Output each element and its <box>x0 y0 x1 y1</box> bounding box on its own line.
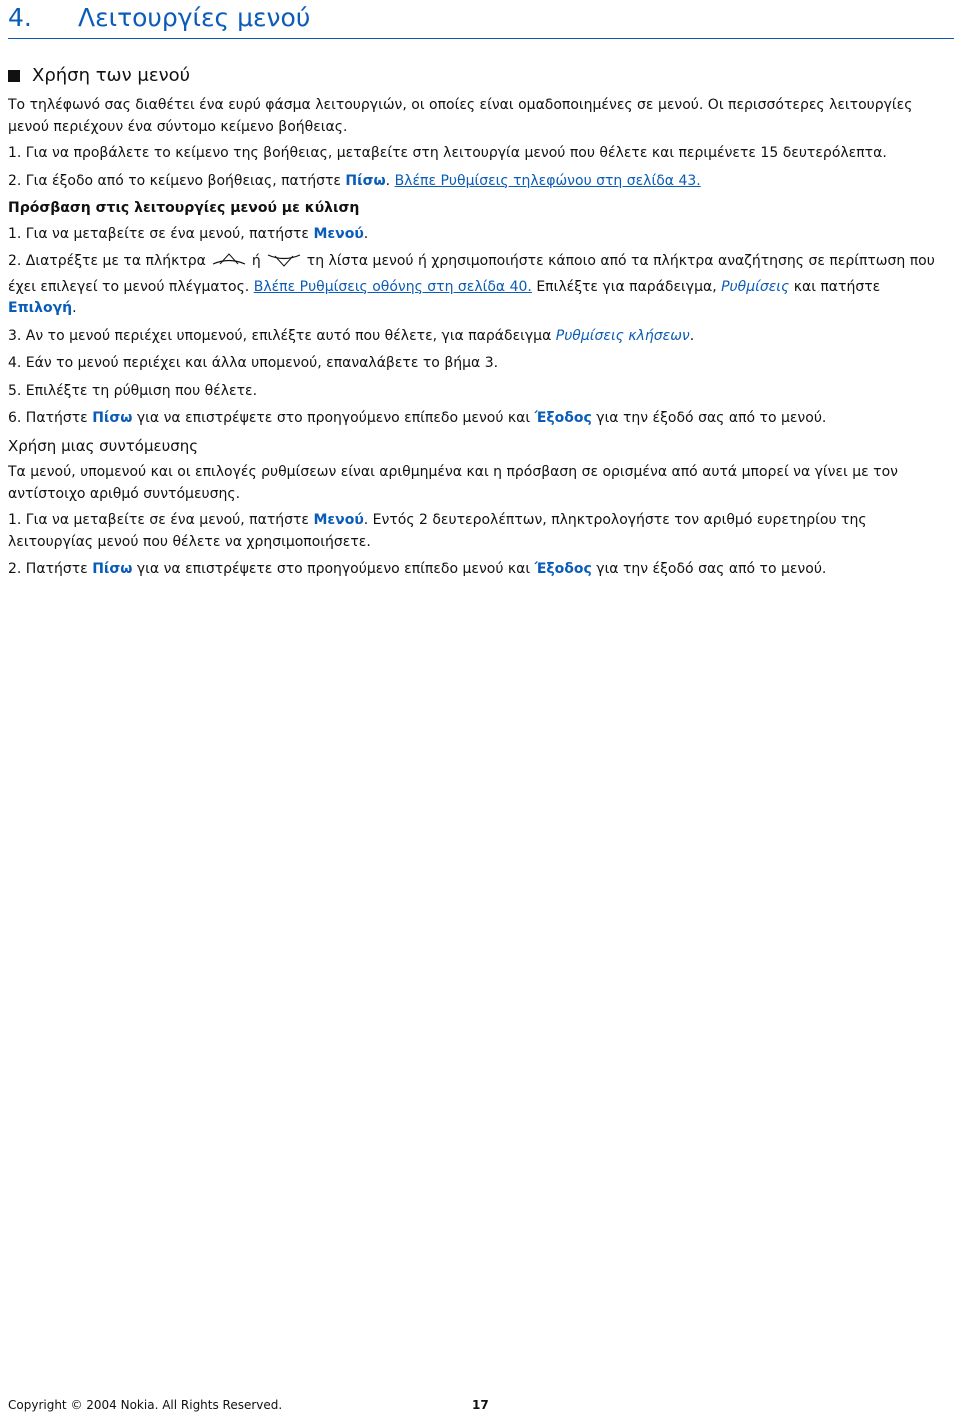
scroll-step-2-or: ή <box>251 253 261 269</box>
scroll-step-4: 4. Εάν το μενού περιέχει και άλλα υπομενού, επαναλάβετε το βήμα 3. <box>8 355 499 371</box>
select-keyword: Επιλογή <box>8 300 73 316</box>
scroll-step-2-end: . <box>72 300 77 316</box>
help-step-2-text: 2. Για έξοδο από το κείμενο βοήθειας, πατήστε <box>8 172 346 189</box>
scroll-step-5: 5. Επιλέξτε τη ρύθμιση που θέλετε. <box>8 382 258 399</box>
menu-keyword: Μενού <box>313 512 364 528</box>
exit-keyword: Έξοδος <box>534 410 592 426</box>
shortcut-step-1-end: . Εντός 2 δευτερολέπτων, πληκτρολογήστε τον αριθμό ευρετηρίου της λειτουργίας μενού που θέλετε να χρησιμοποιήσετε. <box>8 512 867 550</box>
shortcut-step-1-text: 1. Για να μεταβείτε σε ένα μενού, πατήστε <box>8 512 314 528</box>
call-settings-term: Ρυθμίσεις κλήσεων <box>555 327 690 344</box>
intro-paragraph: Το τηλέφωνό σας διαθέτει ένα ευρύ φάσμα λειτουργιών, οι οποίες είναι ομαδοποιημένες σε μενού. Οι περισσότερες λειτουργίες μενού περιέχουν ένα σύντομο κείμενο βοήθειας. <box>8 97 913 135</box>
section-title <box>8 64 952 88</box>
scroll-step-6-text: 6. Πατήστε <box>8 410 93 426</box>
back-keyword: Πίσω <box>92 561 133 577</box>
scroll-up-key-icon <box>210 251 248 277</box>
help-step-1: 1. Για να προβάλετε το κείμενο της βοήθειας, μεταβείτε στη λειτουργία μενού που θέλετε και περιμένετε 15 δευτερόλεπτα. <box>8 145 887 161</box>
section-bullet-icon <box>8 70 20 82</box>
scroll-step-6 <box>8 408 952 430</box>
scroll-step-3-text: 3. Αν το μενού περιέχει υπομενού, επιλέξτε αυτό που θέλετε, για παράδειγμα <box>8 327 556 344</box>
shortcut-intro: Τα μενού, υπομενού και οι επιλογές ρυθμίσεων είναι αριθμημένα και η πρόσβαση σε ορισμένα από αυτά μπορεί να γίνει με τον αντίστοιχο αριθμό συντόμευσης. <box>8 464 898 502</box>
scroll-step-2-text-c: τη λίστα μενού ή χρησιμοποιήστε κάποιο από τα πλήκτρα αναζήτησης σε περίπτωση που έχει επιλεγεί το μενού πλέγματος. <box>8 253 935 295</box>
page-footer <box>8 1398 489 1412</box>
scroll-step-2-text-d: Επιλέξτε για παράδειγμα, <box>531 278 722 295</box>
back-keyword: Πίσω <box>92 410 133 426</box>
scroll-down-key-icon <box>265 251 303 277</box>
help-step-2-sep: . <box>385 172 395 189</box>
section-title-text: Χρήση των μενού <box>32 65 191 86</box>
scroll-step-3 <box>8 326 952 348</box>
help-step-2 <box>8 171 952 193</box>
scroll-step-2-text-e: και πατήστε <box>789 278 881 295</box>
phone-settings-link[interactable]: Βλέπε Ρυθμίσεις τηλεφώνου στη σελίδα 43. <box>394 172 701 189</box>
shortcut-step-2-text: 2. Πατήστε <box>8 561 93 577</box>
chapter-title <box>8 0 954 39</box>
chapter-title-text: Λειτουργίες μενού <box>78 3 311 32</box>
page-content <box>8 64 952 587</box>
scroll-step-1 <box>8 224 952 246</box>
chapter-number: 4. <box>8 3 32 32</box>
scroll-access-title: Πρόσβαση στις λειτουργίες μενού με κύλιση <box>8 200 360 216</box>
shortcut-step-2-end: για την έξοδό σας από το μενού. <box>591 561 827 577</box>
scroll-step-6-mid: για να επιστρέψετε στο προηγούμενο επίπεδο μενού και <box>132 410 535 426</box>
scroll-step-3-end: . <box>689 327 695 344</box>
page-number: 17 <box>472 1398 489 1412</box>
scroll-step-6-end: για την έξοδό σας από το μενού. <box>591 410 827 426</box>
shortcut-title: Χρήση μιας συντόμευσης <box>8 436 199 455</box>
menu-keyword: Μενού <box>313 225 364 242</box>
scroll-step-2-text-a: 2. Διατρέξτε με τα πλήκτρα <box>8 253 206 269</box>
shortcut-step-1 <box>8 510 952 553</box>
shortcut-step-2 <box>8 559 952 581</box>
settings-term: Ρυθμίσεις <box>721 278 790 295</box>
back-keyword: Πίσω <box>345 172 386 189</box>
display-settings-link[interactable]: Βλέπε Ρυθμίσεις οθόνης στη σελίδα 40. <box>253 278 532 295</box>
scroll-step-1-text: 1. Για να μεταβείτε σε ένα μενού, πατήστε <box>8 225 314 242</box>
scroll-step-1-end: . <box>363 225 369 242</box>
exit-keyword: Έξοδος <box>534 561 592 577</box>
scroll-step-2 <box>8 251 952 320</box>
copyright-text: Copyright © 2004 Nokia. All Rights Reserved. <box>8 1398 283 1412</box>
shortcut-step-2-mid: για να επιστρέψετε στο προηγούμενο επίπεδο μενού και <box>132 561 535 577</box>
